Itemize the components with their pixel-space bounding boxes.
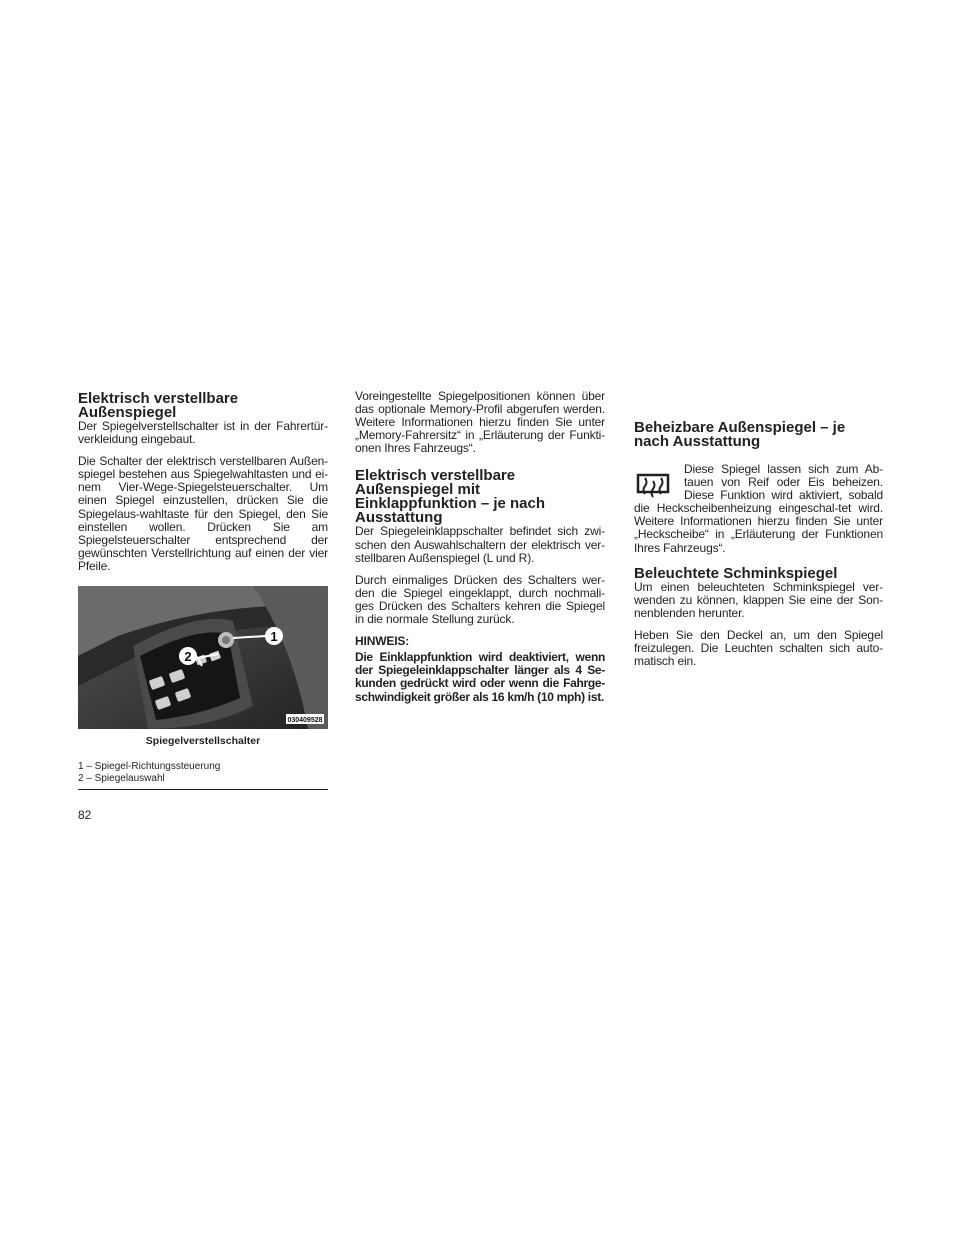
paragraph: Um einen beleuchteten Schminkspiegel ver-wenden zu können, klappen Sie eine der Son-nenblenden herunter. [634, 579, 883, 620]
heated-mirrors-block [634, 463, 883, 555]
legend-item: 2 – Spiegelauswahl [78, 772, 165, 784]
legend-item: 1 – Spiegel-Richtungssteuerung [78, 761, 221, 773]
paragraph: Die Schalter der elektrisch verstellbaren Außen-spiegel bestehen aus Spiegelwahltasten und ei-nem Vier-Wege-Spiegelsteuerschalter. Um einen Spiegel einzustellen, drücken Sie die Spiegelaus-wahltaste für den Spiegel, den Sie einstellen wollen. Drücken Sie am Spiegelsteuerschalter entsprechend der gewünschten Verstellrichtung auf einen der vier Pfeile. [78, 454, 328, 573]
section-heading-power-mirrors: Elektrisch verstellbare Außenspiegel [78, 390, 239, 421]
paragraph: Der Spiegelverstellschalter ist in der Fahrertür-verkleidung eingebaut. [78, 419, 328, 447]
door-panel-illustration [78, 586, 328, 729]
column-right [634, 421, 883, 677]
column-middle [355, 390, 605, 704]
paragraph: Durch einmaliges Drücken des Schalters wer-den die Spiegel eingeklappt, durch nochmali-ges Drücken des Schalters kehren die Spiegel in die normale Stellung zurück. [355, 572, 605, 627]
paragraph: Der Spiegeleinklappschalter befindet sich zwi-schen den Auswahlschaltern der elektrisch ver-stellbaren Außenspiegel (L und R). [355, 524, 605, 565]
section-heading-heated-mirrors: Beheizbare Außenspiegel – je nach Ausstattung [634, 419, 846, 450]
image-code: 030409528 [287, 717, 323, 725]
paragraph: Voreingestellte Spiegelpositionen können über das optionale Memory-Profil abgerufen werden. Weitere Informationen hierzu finden Sie unter „Memory-Fahrersitz“ in „Erläuterung der Funkti-onen Ihres Fahrzeugs“. [355, 389, 605, 456]
page-number: 82 [78, 808, 92, 822]
rear-defrost-icon [636, 473, 670, 499]
column-left [78, 392, 328, 790]
figure-legend [78, 761, 328, 790]
section-heading-vanity-mirrors: Beleuchtete Schminkspiegel [634, 564, 838, 582]
section-heading-folding-mirrors: Elektrisch verstellbare Außenspiegel mit Einklappfunktion – je nach Ausstattung [355, 467, 546, 527]
door-switch-photo [78, 586, 328, 729]
note-label: HINWEIS: [355, 634, 410, 649]
figure-caption: Spiegelverstellschalter [145, 735, 261, 748]
paragraph: Heben Sie den Deckel an, um den Spiegel freizulegen. Die Leuchten schalten sich auto-matisch ein. [634, 627, 883, 669]
paragraph: Diese Spiegel lassen sich zum Ab-tauen von Reif oder Eis beheizen. Diese Funktion wird aktiviert, sobald die Heckscheibenheizung eingeschal-tet wird. Weitere Informationen hierzu finden Sie unter „Heckscheibe“ in „Erläuterung der Funktionen Ihres Fahrzeugs“. [634, 462, 883, 555]
note-text: Die Einklappfunktion wird deaktiviert, wenn der Spiegeleinklappschalter länger als 4 Se-kunden gedrückt wird oder wenn die Fahrge-schwindigkeit größer als 16 km/h (10 mph) ist. [355, 650, 605, 704]
callout-2-label: 2 [184, 649, 192, 665]
callout-1-label: 1 [270, 629, 278, 645]
